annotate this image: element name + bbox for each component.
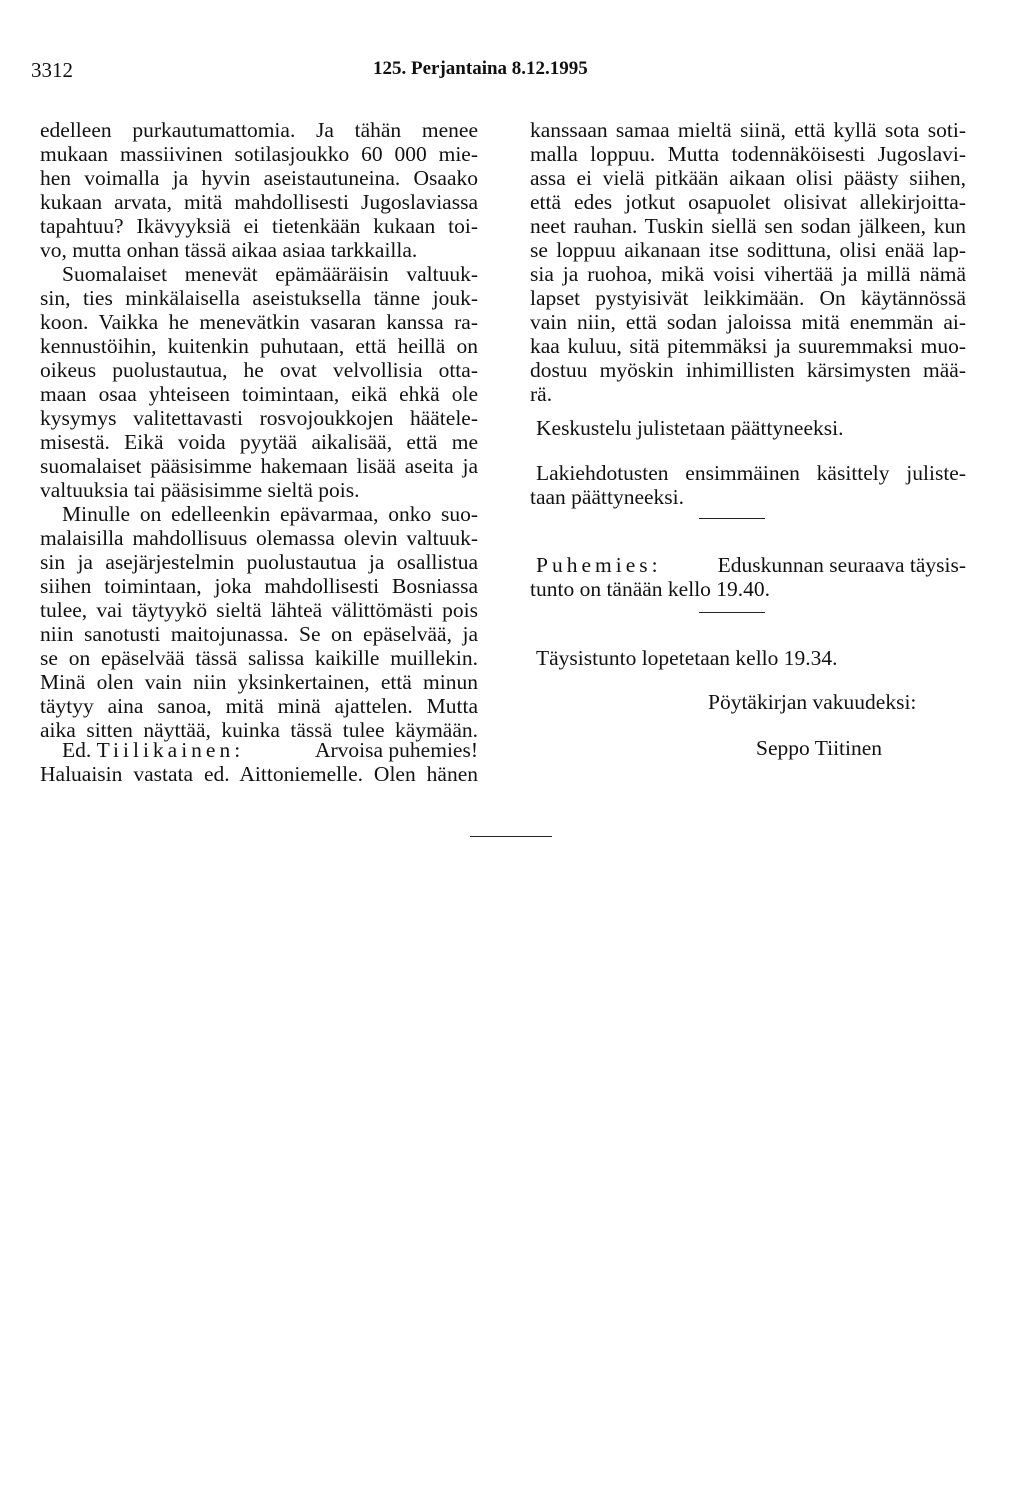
text-line: oikeus puolustautua, he ovat velvollisia otta- <box>40 358 478 382</box>
text-line: valtuuksia tai pääsisimme sieltä pois. <box>40 478 360 502</box>
text-line: sin, ties minkälaisella aseistuksella tänne jouk- <box>40 286 478 310</box>
text-line: sia ja ruohoa, mikä voisi vihertää ja millä nämä <box>530 262 966 286</box>
text-line: koon. Vaikka he menevätkin vasaran kanssa ra- <box>40 310 478 334</box>
text-line: suomalaiset pääsisimme hakemaan lisää aseita ja <box>40 454 478 478</box>
text-line: tapahtuu? Ikävyyksiä ei tietenkään kukaan toi- <box>40 214 478 238</box>
speaker-intro <box>62 738 244 762</box>
text-line: malla loppuu. Mutta todennäköisesti Jugoslavi- <box>530 142 966 166</box>
text-line: siihen toimintaan, joka mahdollisesti Bosniassa <box>40 574 478 598</box>
text-line: edelleen purkautumattomia. Ja tähän menee <box>40 118 478 142</box>
text-line: Minä olen vain niin yksinkertainen, että minun <box>40 670 478 694</box>
page-number: 3312 <box>31 58 73 82</box>
end-divider <box>470 836 552 837</box>
divider <box>699 518 765 519</box>
speaker-prefix: Ed. <box>62 738 97 762</box>
text-line: se loppuu aikanaan itse sodittuna, olisi enää lap- <box>530 238 966 262</box>
speech-text: Arvoisa puhemies! <box>314 738 478 762</box>
text-line: Minulle on edelleenkin epävarmaa, onko suo- <box>62 502 478 526</box>
text-line: kanssaan samaa mieltä siinä, että kyllä sota soti- <box>530 118 966 142</box>
text-line: tulee, vai täytyykö sieltä lähteä välittömästi pois <box>40 598 478 622</box>
text-line: tunto on tänään kello 19.40. <box>530 577 771 601</box>
text-line: hen voimalla ja hyvin aseistautuneina. Osaako <box>40 166 478 190</box>
text-line: se on epäselvää tässä salissa kaikille muillekin. <box>40 646 478 670</box>
signature-name: Seppo Tiitinen <box>756 736 883 760</box>
text-line: aika sitten näyttää, kuinka tässä tulee käymään. <box>40 718 478 742</box>
speech-text: Eduskunnan seuraava täysis- <box>717 553 966 577</box>
text-line: maan osaa yhteiseen toimintaan, eikä ehkä ole <box>40 382 478 406</box>
speaker-name: Puhemies: <box>536 553 662 577</box>
text-line: dostuu myöskin inhimillisten kärsimysten mää- <box>530 358 966 382</box>
text-line: että edes jotkut osapuolet olisivat allekirjoitta- <box>530 190 966 214</box>
text-line: misestä. Eikä voida pyytää aikalisää, että me <box>40 430 478 454</box>
text-line: vain niin, että sodan jaloissa mitä enemmän ai- <box>530 310 966 334</box>
signature-label: Pöytäkirjan vakuudeksi: <box>708 690 917 714</box>
running-head: 125. Perjantaina 8.12.1995 <box>373 58 588 79</box>
text-line: malaisilla mahdollisuus olemassa olevin valtuuk- <box>40 526 478 550</box>
text-line: niin sanotusti maitojunassa. Se on epäselvää, ja <box>40 622 478 646</box>
text-line: taan päättyneeksi. <box>530 485 685 509</box>
text-line: sin ja asejärjestelmin puolustautua ja osallistua <box>40 550 478 574</box>
session-closing: Täysistunto lopetetaan kello 19.34. <box>536 646 838 670</box>
text-line: kysymys valitettavasti rosvojoukkojen häätele- <box>40 406 478 430</box>
text-line: rä. <box>530 382 553 406</box>
text-line: Haluaisin vastata ed. Aittoniemelle. Olen hänen <box>40 762 478 786</box>
text-line: kennustöihin, kuitenkin puhutaan, että heillä on <box>40 334 478 358</box>
text-line: mukaan massiivinen sotilasjoukko 60 000 mie- <box>40 142 478 166</box>
text-line: neet rauhan. Tuskin siellä sen sodan jälkeen, kun <box>530 214 966 238</box>
speaker-name: Tiilikainen: <box>96 738 245 762</box>
speech-opening <box>536 553 966 577</box>
statement-discussion-closed: Keskustelu julistetaan päättyneeksi. <box>536 416 844 440</box>
text-line: kukaan arvata, mitä mahdollisesti Jugoslaviassa <box>40 190 478 214</box>
text-line: täytyy aina sanoa, mitä minä ajattelen. Mutta <box>40 694 478 718</box>
speech-opening <box>62 738 478 762</box>
text-line: kaa kuluu, sitä pitemmäksi ja suuremmaksi muo- <box>530 334 966 358</box>
text-line: assa ei vielä pitkään aikaan olisi päästy siihen, <box>530 166 966 190</box>
text-line: Lakiehdotusten ensimmäinen käsittely juliste- <box>536 461 966 485</box>
text-line: vo, mutta onhan tässä aikaa asiaa tarkkailla. <box>40 238 418 262</box>
text-line: Suomalaiset menevät epämääräisin valtuuk- <box>62 262 478 286</box>
divider <box>699 612 765 613</box>
text-line: lapset pystyisivät leikkimään. On käytännössä <box>530 286 966 310</box>
